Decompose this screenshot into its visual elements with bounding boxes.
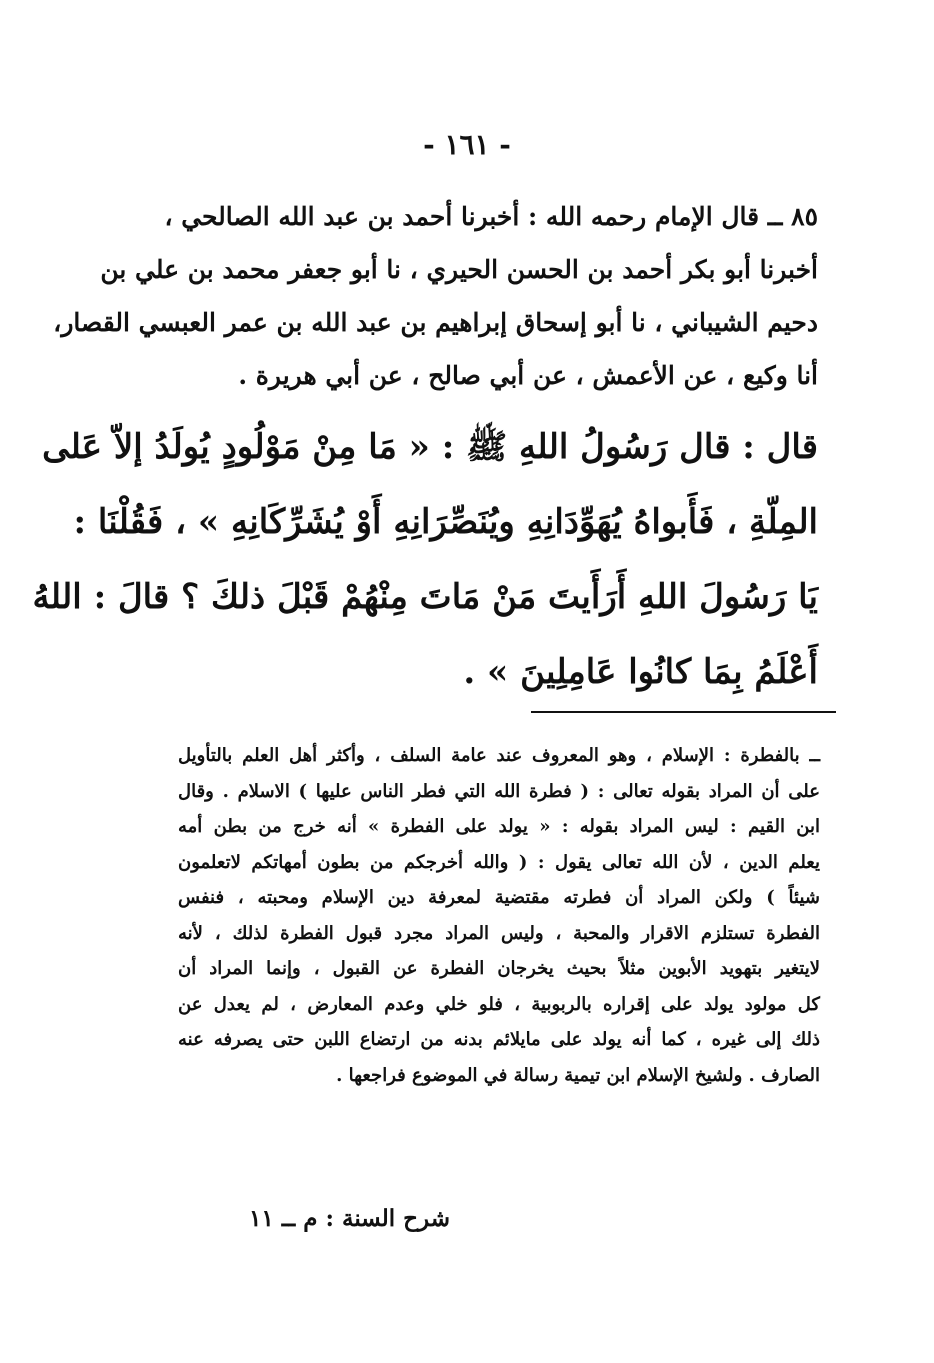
- narration-line: دحيم الشيباني ، نا أبو إسحاق إبراهيم بن عبد الله بن عمر العبسي القصار،: [53, 308, 818, 337]
- hadith-line: يَا رَسُولَ اللهِ أَرَأَيتَ مَنْ مَاتَ مِنْهُمْ قَبْلَ ذلكَ ؟ قالَ : اللهُ: [32, 577, 818, 617]
- hadith-line: قال : قال رَسُولُ اللهِ ﷺ : « مَا مِنْ مَوْلُودٍ يُولَدُ إلاّ عَلى: [42, 427, 818, 467]
- hadith-chain-of-narration: [53, 190, 818, 402]
- footnote-line: ابن القيم : ليس المراد بقوله : « يولد على الفطرة » أنه خرج من بطن أمه: [178, 816, 820, 837]
- footnote-line: على أن المراد بقوله تعالى : ( فطرة الله التي فطر الناس عليها ) الاسلام . وقال: [178, 780, 820, 802]
- narration-line: أخبرنا أبو بكر أحمد بن الحسن الحيري ، نا أبو جعفر محمد بن علي بن: [100, 255, 818, 284]
- footnote-line: يعلم الدين ، لأن الله تعالى يقول : ( والله أخرجكم من بطون أمهاتكم لاتعلمون: [178, 851, 820, 873]
- page-number: - ١٦١ -: [423, 128, 511, 161]
- footnote-line: الصارف . ولشيخ الإسلام ابن تيمية رسالة في الموضوع فراجعها .: [336, 1064, 820, 1086]
- hadith-line: أَعْلَمُ بِمَا كانُوا عَامِلِينَ » .: [463, 652, 818, 692]
- narration-line: ٨٥ ــ قال الإمام رحمه الله : أخبرنا أحمد بن عبد الله الصالحي ،: [164, 202, 818, 231]
- footnote-line: الفطرة تستلزم الاقرار والمحبة ، وليس المراد مجرد قبول الفطرة لذلك ، لأنه: [178, 922, 820, 944]
- narration-line: أنا وكيع ، عن الأعمش ، عن أبي صالح ، عن أبي هريرة .: [238, 361, 818, 390]
- footnote-line: ــ بالفطرة : الإسلام ، وهو المعروف عند عامة السلف ، وأكثر أهل العلم بالتأويل: [178, 745, 820, 766]
- footnote-line: كل مولود يولد على إقراره بالربوبية ، فلو خلي وعدم المعارض ، لم يعدل عن: [178, 993, 820, 1015]
- footnote-divider: [531, 711, 836, 713]
- footnote-line: لايتغير بتهويد الأبوين مثلاً بحيث يخرجان الفطرة عن القبول ، وإنما المراد أن: [178, 958, 820, 979]
- footnote-line: شيئاً ) ولكن المراد أن فطرته مقتضية لمعرفة دين الإسلام ومحبته ، فنفس: [178, 887, 820, 908]
- hadith-line: المِلّةِ ، فَأَبواهُ يُهَوِّدَانِهِ ويُنَصِّرَانِهِ أَوْ يُشَرِّكَانِهِ » ، فَقُلْنَا :: [73, 502, 818, 542]
- hadith-text: [32, 410, 818, 710]
- book-signature-mark: شرح السنة : م ــ ١١: [249, 1205, 450, 1232]
- footnote-line: ذلك إلى غيره ، كما أنه يولد على مايلائم بدنه من ارتضاع اللبن حتى يصرفه عنه: [178, 1029, 820, 1050]
- footnote-commentary: [178, 738, 820, 1093]
